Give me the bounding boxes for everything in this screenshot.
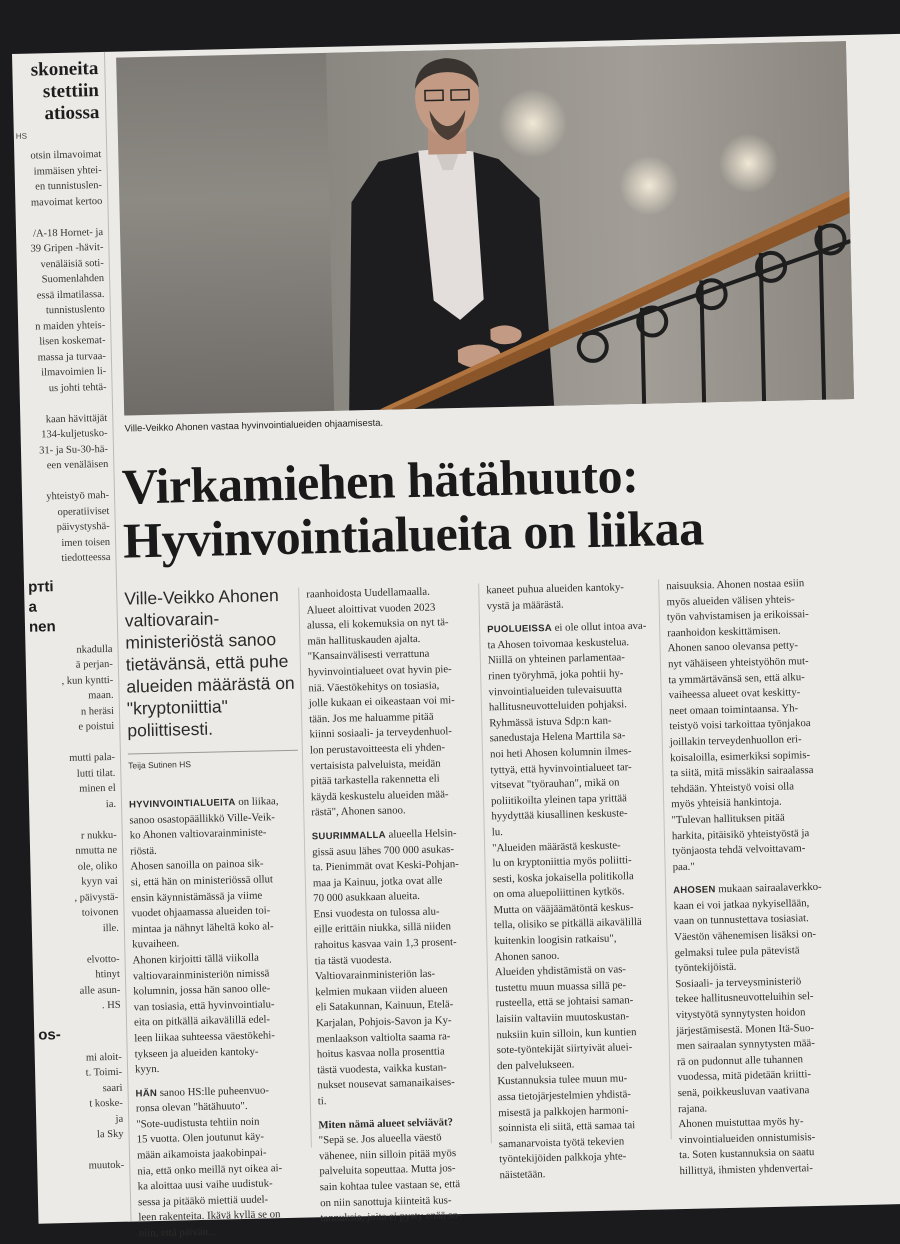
photo-illustration [116, 41, 854, 415]
text-line-content: naisuuksia. Ahonen nostaa esiin [666, 577, 805, 593]
text-line [139, 1223, 307, 1242]
lead-in-caps: HÄN [135, 1087, 158, 1100]
left-column-line: nmutta ne [75, 844, 118, 857]
text-line-content: gissä asuu lähes 700 000 asukas- [312, 842, 455, 858]
text-line-content: vaan on tunnustettava tosiasiat. [673, 912, 809, 928]
text-line-content: käydä keskustelu alueiden mää- [310, 788, 449, 804]
left-column-subhead-2: os- [38, 1025, 61, 1044]
text-line-content: rajana. [677, 1102, 708, 1115]
text-line-content: mintaa ja nähnyt läheltä koko al- [131, 920, 274, 936]
text-line-content: Karjalan, Pohjois-Savon ja Ky- [315, 1014, 452, 1030]
text-line-content: hillittyä, ihmisten yhdenvertai- [679, 1162, 814, 1178]
body-column-4 [666, 575, 848, 1179]
left-column-headline [12, 58, 105, 126]
text-line-content: kaneet puhua alueiden kantoky- [486, 581, 625, 597]
left-column-line: , päivystä- [74, 891, 119, 904]
text-line-content: eita on pitkällä aikavälillä edel- [133, 1013, 271, 1029]
text-line-content: si, että hän on ministeriössä ollut [130, 873, 274, 889]
text-line-content: Ensi vuodesta on tulossa alu- [313, 905, 440, 921]
text-line-content: rahoitus kasvaa vain 1,3 prosent- [314, 936, 457, 952]
left-column-line: essä ilmatilassa. [36, 288, 105, 301]
article-headline [121, 443, 863, 568]
text-line-content: kolumnin, jossa hän sanoo olle- [133, 982, 271, 998]
left-subhead-line: nen [28, 617, 56, 636]
text-line-content: Ahosen sanoilla on painoa sik- [130, 857, 264, 873]
left-column-line: ille. [102, 922, 119, 934]
left-column-line: lisen koskemat- [39, 334, 106, 348]
left-column-line: ja [115, 1113, 124, 1125]
left-column-line: , kun kyntti- [61, 674, 114, 687]
text-line-content: Ryhmässä istuva Sdp:n kan- [489, 714, 612, 730]
body-column-3 [486, 580, 668, 1184]
left-column-line: tiedotteessa [61, 551, 111, 565]
left-column-line: maan. [88, 689, 114, 702]
article-photo [116, 41, 854, 415]
text-line-content: men sairaalan synnytysten mää- [676, 1037, 816, 1053]
text-line-content: soinnista eli siitä, että samaa tai [498, 1119, 636, 1135]
text-line-content: hallitusneuvotteluiden pohjaksi. [488, 698, 628, 714]
text-line-content: sanedustaja Helena Marttila sa- [489, 729, 626, 745]
left-column-line: . HS [101, 999, 121, 1012]
left-column-line: t. Toimi- [85, 1066, 123, 1079]
text-line-content: nia, että onko meillä nyt oikea ai- [137, 1161, 283, 1178]
text-line-content: vuodessa, mitä pidetään kriitti- [677, 1068, 812, 1084]
text-line-content: nukset nousevat samanaikaises- [317, 1076, 455, 1092]
text-line-content: sessa ja pitääkö miettiä uudel- [137, 1193, 269, 1209]
text-line-content: "Sote-uudistusta tehtiin noin [136, 1115, 260, 1131]
text-line-content: ensin käynnistämässä ja viime [131, 889, 263, 905]
text-line-content: harkita, pitäisikö yhteistyöstä ja [671, 826, 810, 842]
left-column-line: päivystyshä- [56, 520, 110, 534]
left-column-line: lutti tilat. [76, 767, 116, 780]
text-line-content: tyttyä, että hyvinvointialueet tar- [490, 760, 632, 776]
text-line-content: ta. Pienimmät ovat Keski-Pohjan- [312, 858, 459, 874]
left-headline-line: atiossa [44, 102, 100, 125]
text-line-content: ta ymmärtävänsä sen, että alku- [668, 670, 805, 686]
text-line-content: hyydyttää kiusallinen keskuste- [491, 807, 628, 823]
text-line-content: vinvointialueiden tulevaisuutta [488, 682, 623, 698]
left-column-body-2 [25, 641, 125, 1015]
left-column-line: r nukku- [80, 829, 117, 842]
text-line-content: leen liikaa suhteessa väestökehi- [134, 1029, 276, 1045]
text-line-content: tia tästä vuodesta. [314, 953, 392, 968]
text-line-content: niin, että päivän... [138, 1225, 217, 1240]
lead-column [124, 584, 298, 771]
left-column-line: ilmavoimien li- [41, 365, 107, 379]
text-line-content: Alueet aloittivat vuoden 2023 [306, 601, 436, 617]
text-line-content: raanhoidosta Uudellamaalla. [306, 585, 430, 601]
left-column-line: t koske- [89, 1097, 123, 1110]
text-line-content: tella, olisiko se pitkällä aikavälillä [493, 916, 642, 932]
left-column-line: htinyt [95, 968, 121, 981]
text-line-content: "Kansainvälisesti verrattuna [307, 648, 430, 663]
left-column-line: een venäläisen [46, 458, 109, 472]
text-line [679, 1160, 847, 1179]
left-column-line: tunnistuslento [45, 303, 105, 317]
ingress-text: Ville-Veikko Ahonen valtiovarain-ministeriöstä sanoo tietävänsä, että puhe alueiden määrästä on "kryptoniittia" poliittisesti. [124, 585, 295, 741]
text-line-content: sote-työntekijät siirtyivät aluei- [496, 1041, 633, 1057]
text-line-content: on niin sanottuja kiinteitä kus- [320, 1193, 452, 1209]
left-column-line: yhteistyö mah- [46, 489, 110, 503]
text-line-content: rä on pudonnut alle tuhannen [676, 1053, 804, 1068]
left-column-line: saari [102, 1082, 123, 1094]
text-line-content: vinvointialueiden onnistumisis- [678, 1130, 816, 1146]
left-column-line: mi aloit- [85, 1051, 122, 1064]
text-line-content: laisiin valtaviin muutoskustan- [495, 1010, 630, 1026]
text-line-content: sanoo HS:lle puheenvuo- [156, 1084, 270, 1099]
text-line-content: alueella Helsin- [385, 827, 457, 841]
text-line-content: tykseen ja alueiden kantoky- [134, 1045, 259, 1060]
text-line-content: jolle kukaan ei oikeastaan voi mi- [308, 694, 455, 710]
text-line-content: Kustannuksia tulee muun mu- [497, 1072, 628, 1088]
left-column-subhead [28, 575, 117, 637]
left-column-line: 31- ja Su-30-hä- [39, 443, 109, 456]
left-headline-line: stettiin [42, 80, 100, 103]
text-line-content: vitystyötä synnytysten hoidon [675, 1006, 806, 1022]
left-column-line: us johti tehtä- [48, 381, 107, 394]
text-line-content: tekee hallitusneuvotteluihin sel- [675, 990, 814, 1006]
text-line-content: neet omaan toimintaansa. Yh- [668, 702, 799, 718]
text-line-content: tehdään. Yhteistyö voisi olla [670, 780, 795, 795]
text-line-content: mukaan sairaalaverkko- [715, 881, 822, 896]
text-line-content: kuvaiheen. [132, 937, 180, 951]
text-line-content: järjestämisestä. Monen Itä-Suo- [676, 1021, 815, 1037]
text-line-content: vertaisista palveluista, meidän [310, 756, 441, 772]
left-column-byline: HS [15, 131, 28, 141]
text-line-content: pitää tarkastella rakennetta eli [310, 772, 440, 788]
text-line-content: ka aloittaa uusi vaihe uudistuk- [137, 1177, 273, 1193]
text-line-content: menlaakson valtiolta saama ra- [316, 1029, 451, 1045]
body-column-2 [306, 584, 488, 1227]
text-line-content: Ahonen sanoo. [494, 949, 560, 963]
text-line-content: van tosiasia, että hyvinvointialu- [133, 998, 275, 1014]
text-line-content: män hallituskauden ajalta. [307, 632, 421, 648]
left-column-line: massa ja turvaa- [37, 350, 106, 363]
text-line-content: työntekijöistä. [674, 961, 737, 975]
left-column-line: nkadulla [76, 643, 113, 656]
text-line-content: työn vahvistamisen ja erikoissai- [666, 608, 809, 624]
text-line-content: nuksiin kuin silloin, kun kuntien [496, 1025, 637, 1041]
text-line-content: valtiovarainministeriön nimissä [132, 966, 270, 983]
text-line-content: teistyö voisi tarkoittaa työnjakoa [669, 717, 811, 733]
text-line-content: 70 000 asukkaan alueita. [313, 890, 421, 905]
left-column-line: venäläisiä soti- [40, 257, 104, 270]
text-line-content: ta Ahosen toivomaa keskustelua. [487, 635, 630, 652]
left-column-line: la Sky [96, 1128, 124, 1141]
lead-in-caps: AHOSEN [673, 884, 716, 897]
left-column-line: minen el [79, 782, 116, 795]
text-line-content: samanarvoista työtä tekevien [498, 1135, 625, 1151]
headline-line-2: Hyvinvointialueita on liikaa [122, 499, 705, 569]
text-line-content: nyt vähäiseen yhteistyöhön mut- [667, 655, 809, 671]
left-column-line: /A-18 Hornet- ja [32, 226, 104, 240]
text-line-content: noi heti Ahosen kolumnin ilmes- [489, 745, 632, 761]
lead-in-caps: PUOLUEISSA [487, 623, 553, 636]
text-line-content: tustettu muun muassa sillä pe- [495, 979, 627, 995]
text-line-content: myös alueiden välisen yhteis- [666, 592, 795, 608]
left-column-line: ole, oliko [77, 860, 118, 873]
text-line-content: kuitenkin loogisin ratkaisu", [494, 932, 617, 948]
lead-in-caps: SUURIMMALLA [311, 829, 386, 843]
text-line-content: niä. Väestökehitys on tosiasia, [308, 679, 440, 694]
text-line-content: poliitikoilta yleinen tapa yrittää [490, 791, 628, 808]
text-line-content: tään. Jos me haluamme pitää [309, 710, 434, 726]
text-line-content: Ahonen kirjoitti tällä viikolla [132, 951, 259, 967]
text-line-content: eille erittäin niukka, sillä niiden [313, 920, 452, 936]
left-column-line: Suomenlahden [41, 272, 105, 286]
text-line-content: myös yhteisiä hankintoja. [671, 796, 782, 811]
left-column-line: kaan hävittäjät [45, 412, 108, 425]
text-line-content: kyyn. [134, 1063, 160, 1076]
text-line-content: on liikaa, [235, 795, 279, 809]
text-line-content: Niillä on yhteinen parlamentaa- [487, 651, 626, 667]
photo-caption: Ville-Veikko Ahonen vastaa hyvinvointialueiden ohjaamisesta. [124, 417, 384, 435]
text-line-content: joillakin terveydenhuollon eri- [669, 733, 802, 749]
left-column-line: muutok- [88, 1159, 125, 1172]
text-line-content: Alueiden yhdistämistä on vas- [494, 963, 627, 979]
text-line-content: hyvinvointialueet ovat hyvin pie- [307, 663, 452, 679]
text-line-content: on oma aluepoliittinen kytkös. [493, 885, 625, 901]
text-line-content: sain kohtaa tulee vastaan se, että [319, 1178, 461, 1194]
left-column-body [14, 147, 115, 567]
text-line-content: näistetään. [499, 1168, 546, 1182]
left-column-line: 134-kuljetusko- [41, 427, 108, 441]
left-subhead-line: a [28, 598, 38, 616]
text-line-content: sanoo osastopäällikkö Ville-Veik- [129, 810, 275, 827]
left-column-line: ä perjan- [75, 658, 113, 671]
left-column-line: toivonen [81, 906, 119, 919]
left-column-line: immäisen yhtei- [33, 164, 102, 178]
text-line-content: "Sepä se. Jos alueella väestö [318, 1131, 442, 1147]
text-line-content: kelmien mukaan viiden alueen [315, 983, 448, 999]
text-line-content: Mutta on vääjäämätöntä keskus- [493, 900, 634, 917]
text-line-content: rästä", Ahonen sanoo. [311, 804, 406, 819]
text-line [320, 1208, 488, 1227]
left-column-line: alle asun- [79, 984, 121, 997]
text-line-content: riöstä. [129, 844, 157, 858]
text-line-content: ta. Soten kustannuksia on saatu [679, 1146, 815, 1162]
text-line-content: tannuksia, joita ei pysty enää so- [320, 1209, 462, 1225]
text-line-content: ta siitä, mitä missäkin sairaalassa [670, 764, 814, 780]
question-line: Miten nämä alueet selviävät? [318, 1115, 454, 1131]
text-line-content: eli Satakunnan, Kainuun, Etelä- [315, 998, 454, 1014]
text-line-content: koisaloilla, esimerkiksi sopimis- [670, 748, 811, 764]
left-column-line: operatiiviset [57, 505, 110, 518]
text-line-content: "Tulevan hallituksen pitää [671, 811, 785, 827]
text-line-content: "Alueiden määrästä keskuste- [491, 838, 621, 854]
text-line-content: vaiheessa alueet ovat keskitty- [668, 686, 801, 702]
text-line-content: alussa, eli kokemuksia on nyt tä- [306, 616, 449, 632]
text-line-content: kaan ei voi jatkaa nykyisellään, [673, 897, 810, 913]
left-clipped-column [12, 52, 132, 1224]
left-column-line: kyyn vai [81, 875, 118, 888]
text-line-content: työntekijöiden palkkoja yhte- [499, 1150, 627, 1166]
text-line-content: leen rakenteita. Ikävä kyllä se on [138, 1208, 281, 1224]
text-line-content: ronsa olevan "hätähuuto". [135, 1100, 248, 1115]
text-line-content: lu on kryptoniittia myös poliitti- [492, 854, 632, 870]
left-subhead-line: ртti [27, 577, 54, 596]
left-column-line: ia. [105, 798, 117, 810]
text-line-content: den palvelukseen. [496, 1058, 575, 1073]
text-line-content: lon perustavoitteesta eli yhden- [309, 741, 446, 757]
headline-line-1: Virkamiehen hätähuuto: [121, 446, 639, 515]
left-column-line: 39 Gripen -hävit- [30, 241, 104, 255]
text-line-content: lu. [491, 825, 504, 839]
left-headline-line: skoneita [30, 58, 99, 81]
text-line-content: palveluita sopeuttaa. Mutta jos- [319, 1162, 456, 1178]
left-column-line: mutti pala- [69, 751, 116, 764]
text-line-content: Väestön vähenemisen lisäksi on- [674, 928, 817, 944]
text-line-content: ko Ahonen valtiovarainministe- [129, 826, 267, 842]
text-line-content: assa tietojärjestelmien yhdistä- [497, 1088, 632, 1104]
text-line-content: kiinni sosiaali- ja terveydenhuol- [309, 725, 453, 741]
text-line-content: hoitus kasvaa nolla prosenttia [316, 1045, 445, 1061]
left-column-line: otsin ilmavoimat [30, 149, 102, 162]
text-line-content: ei ole ollut intoa ava- [551, 619, 647, 635]
left-column-line: elvotto- [86, 953, 120, 966]
text-line-content: maa ja Kainuu, jotka ovat alle [312, 874, 443, 890]
text-line-content: Valtiovarainministeriön las- [314, 967, 436, 983]
text-line-content: vuodet ohjaamassa alueiden toi- [131, 904, 271, 920]
text-line-content: senä, poikkeusluvan vaativana [677, 1084, 810, 1100]
text-line-content: Ahonen sanoo olevansa petty- [667, 639, 799, 655]
text-line-content: rusteella, että se johtaisi saman- [495, 994, 634, 1010]
text-line-content: misestä ja palkkojen harmoni- [498, 1103, 629, 1119]
text-line-content: Sosiaali- ja terveysministeriö [675, 975, 802, 991]
newspaper-page [12, 34, 900, 1240]
text-line-content: mään aikamoista jaakobinpai- [136, 1146, 267, 1162]
text-line-content: vitsevat "työrauhan", mikä on [490, 776, 620, 792]
text-line-content: vystä ja määrästä. [486, 598, 564, 612]
left-column-line: en tunnistuslen- [35, 179, 103, 193]
body-column-1 [129, 794, 307, 1242]
text-line-content: paa." [672, 860, 695, 873]
text-line-content: sesti, koska jokaisella politikolla [492, 869, 634, 885]
left-column-line: n heräsi [80, 705, 115, 718]
left-column-line: imen toisen [61, 536, 111, 549]
left-column-line: mavoimat kertoo [30, 195, 103, 209]
text-line-content: Ahonen muistuttaa myös hy- [678, 1115, 804, 1131]
text-line [499, 1164, 667, 1183]
text-line-content: vähenee, niin silloin pitää myös [318, 1146, 457, 1163]
author-byline: Teija Sutinen HS [128, 750, 298, 771]
left-column-line: e poistui [78, 720, 115, 733]
left-column-line: n maiden yhteis- [35, 319, 106, 333]
left-column-body-3 [35, 1049, 130, 1175]
text-line-content: rinen työryhmä, joka pohtii hy- [488, 667, 624, 683]
text-line-content: gelmaksi tulee pula pätevistä [674, 944, 800, 959]
text-line-content: 15 vuotta. Olen joutunut käy- [136, 1131, 265, 1146]
text-line-content: ti. [317, 1095, 327, 1108]
lead-in-caps: HYVINVOINTIALUEITA [128, 797, 236, 811]
text-line-content: tästä vuodesta, vaikka kustan- [316, 1061, 447, 1077]
text-line-content: työnjaosta tehdä velvoittavam- [672, 842, 806, 858]
text-line-content: raanhoidon keskittämisen. [667, 624, 781, 640]
